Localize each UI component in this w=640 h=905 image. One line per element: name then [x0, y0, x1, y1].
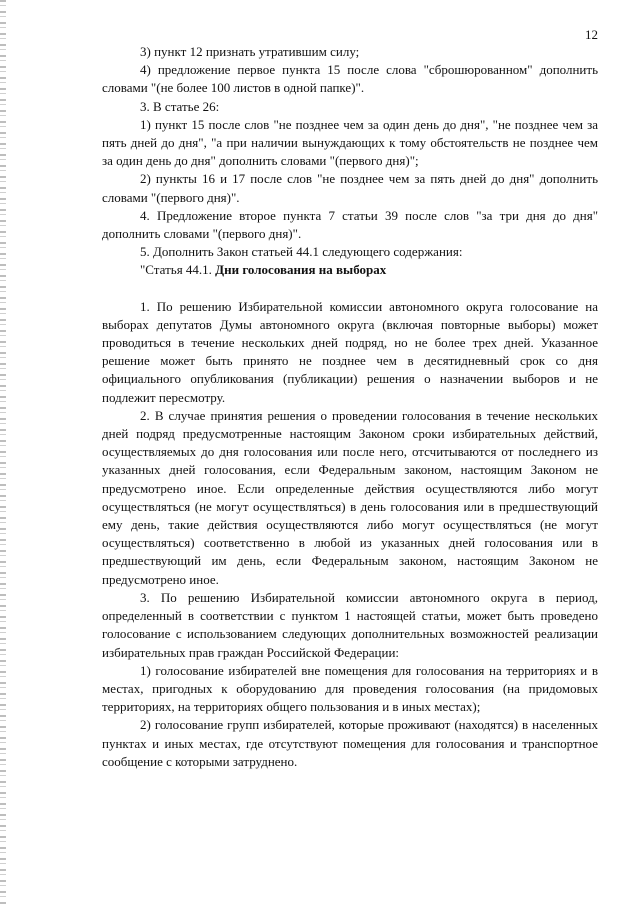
amendment-line: 3. В статье 26:	[140, 98, 220, 114]
article-paragraph: 1. По решению Избирательной комиссии автономного округа голосование на выборах депутатов Думы автономного округа (включая повторные выборы) может проводиться в течение нескольких дней подряд, но не более трех дней. Указанное решение может быть принято не позднее чем в десятидневный срок со дня официального опубликования (публикации) решения о назначении выборов и не подлежит пересмотру.	[102, 298, 598, 405]
article-heading	[102, 261, 598, 279]
article-title: Дни голосования на выборах	[215, 262, 387, 278]
article-paragraph: 2. В случае принятия решения о проведении голосования в течение нескольких дней подряд предусмотренные настоящим Законом сроки избирательных действий, осуществляемых до дня голосования или после него, отсчитываются от последнего из указанных дней голосования, если Федеральным законом, настоящим Законом не предусмотрено иное. Если определенные действия осуществляются либо могут осуществляться (не могут осуществляться) в день голосования или в предшествующий ему день, такие действия осуществляются либо могут осуществляться (не могут осуществляться) соответственно в любой из указанных дней голосования или в предшествующий им день, если Федеральным законом, настоящим Законом не предусмотрено иное.	[102, 407, 598, 587]
amendment-line: 4) предложение первое пункта 15 после слова "сброшюрованном" дополнить словами "(не более 100 листов в одной папке)".	[102, 62, 598, 96]
scan-edge-artifact	[0, 0, 6, 905]
amendment-line: 4. Предложение второе пункта 7 статьи 39 после слов "за три дня до дня" дополнить словами "(первого дня)".	[102, 207, 598, 242]
article-paragraph: 1) голосование избирателей вне помещения для голосования на территориях и в местах, пригодных к оборудованию для проведения голосования (на придомовых территориях, на территориях общего пользования и в иных местах);	[102, 662, 598, 715]
amendment-line: 2) пункты 16 и 17 после слов "не позднее чем за пять дней до дня" дополнить словами "(первого дня)".	[102, 171, 598, 205]
article-prefix: "Статья 44.1.	[140, 262, 212, 278]
article-paragraph: 2) голосование групп избирателей, которые проживают (находятся) в населенных пунктах и иных местах, где отсутствуют помещения для голосования и транспортное сообщение с которыми затруднено.	[102, 717, 598, 769]
amendment-line: 3) пункт 12 признать утратившим силу;	[140, 44, 360, 59]
page-number: 12	[585, 27, 598, 42]
amendment-line: 5. Дополнить Закон статьей 44.1 следующего содержания:	[140, 244, 463, 260]
article-paragraph: 3. По решению Избирательной комиссии автономного округа в период, определенный в соответствии с пунктом 1 настоящей статьи, может быть проведено голосование с использованием следующих дополнительных возможностей реализации избирательных прав граждан Российской Федерации:	[102, 589, 598, 660]
amendment-line: 1) пункт 15 после слов "не позднее чем за один день до дня", "не позднее чем за пять дней до дня", "а при наличии вынуждающих к тому обстоятельств не позднее чем за один день до дня" дополнить словами "(первого дня)";	[102, 116, 598, 169]
document-body	[102, 43, 598, 771]
